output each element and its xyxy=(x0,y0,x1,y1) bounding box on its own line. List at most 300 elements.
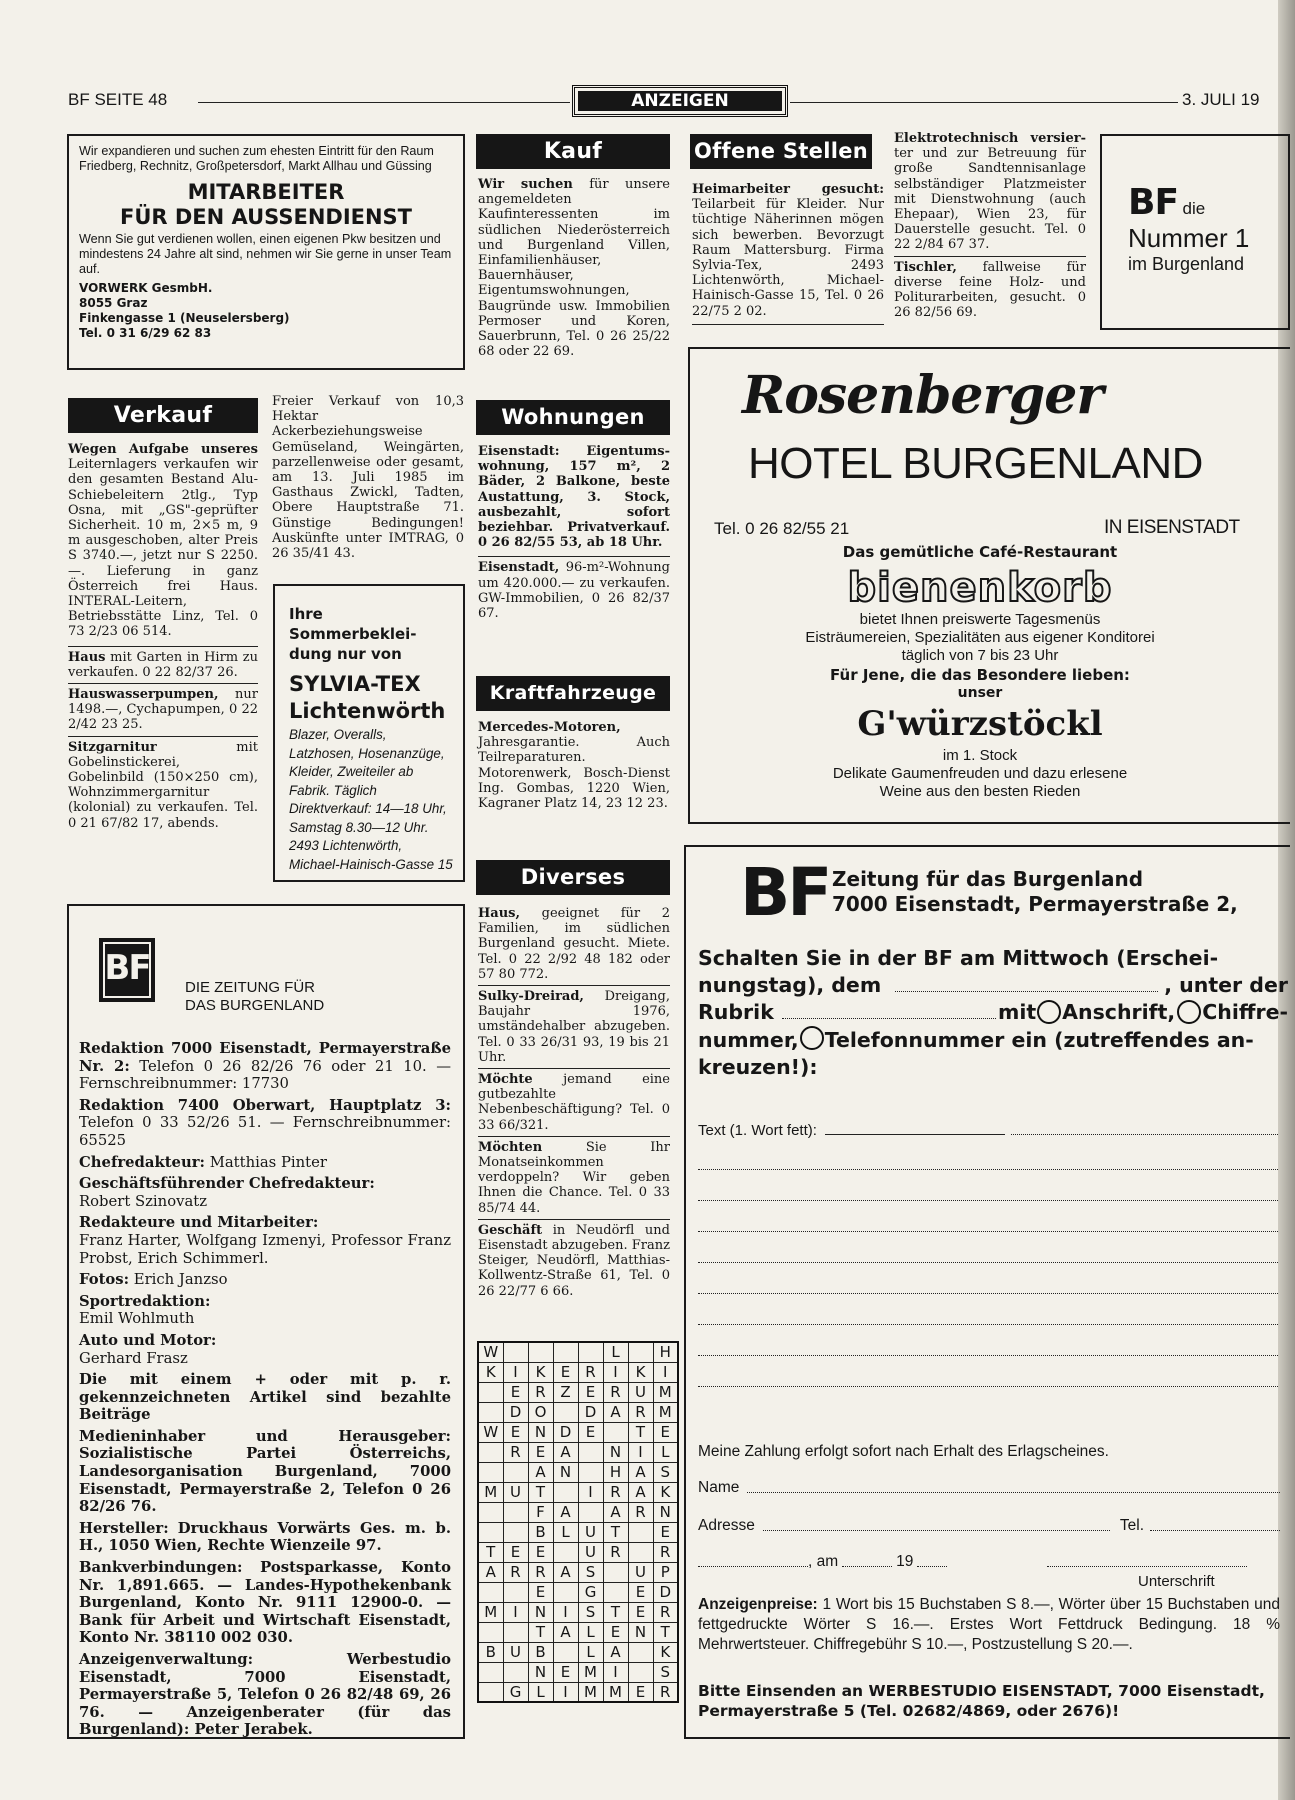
diverses-ad4-text: Sie Ihr Monatseinkommen verdoppeln? Wir geben Ihnen die Chance. Tel. 0 33 85/74 44. xyxy=(478,1139,670,1216)
order-paper-address: 7000 Eisenstadt, Permayerstraße 2, xyxy=(832,892,1238,916)
crossword-empty-cell xyxy=(553,1542,578,1562)
diverses-ad5-text: in Neudörfl und Eisenstadt abzugeben. Franz Steiger, Neudörfl, Matthias-Kollwentz-Straße 61, Tel. 0 26 22/77 6 66. xyxy=(478,1222,670,1299)
impressum-p9: Die mit einem + oder mit p. r. gekennzeichneten Artikel sind bezahlte Beiträge xyxy=(79,1371,451,1424)
crossword-empty-cell xyxy=(478,1402,503,1422)
vorwerk-city: 8055 Graz xyxy=(79,296,148,310)
crossword-letter-cell: I xyxy=(553,1602,578,1622)
anschrift-checkbox[interactable] xyxy=(1037,1000,1061,1024)
kauf-text: für unsere angemeldeten Kaufinteressenten im südlichen Niederösterreich und Burgenland Villen, Einfamilienhäuser, Bauernhäuser, Eigentumswohnungen, Baugründe usw. Immobilien Permoser und Koren, Sauerbrunn, Tel. 0 26 25/22 68 oder 22 69. xyxy=(478,177,670,360)
crossword-letter-cell: R xyxy=(503,1442,528,1462)
verkauf-ad4-lead: Sitzgarnitur xyxy=(68,739,157,755)
crossword-row xyxy=(478,1462,678,1482)
tel-label: Tel. xyxy=(1119,1517,1144,1534)
crossword-letter-cell: A xyxy=(553,1622,578,1642)
impressum-p12-text: Postsparkasse, Konto Nr. 1,891.665. — Landes-Hypothekenbank Burgenland, Konto Nr. 9111 12900-0. — Bank für Arbeit und Wirtschaft Eisenstadt, Konto Nr. 38110 002 030. xyxy=(79,1559,451,1647)
hotel-city: IN EISENSTADT xyxy=(1104,517,1240,538)
kauf-lead: Wir suchen xyxy=(478,177,573,192)
crossword-empty-cell xyxy=(478,1382,503,1402)
crossword-empty-cell xyxy=(628,1342,653,1362)
crossword-letter-cell: I xyxy=(503,1362,528,1382)
crossword-letter-cell: R xyxy=(628,1402,653,1422)
crossword-letter-cell: D xyxy=(578,1402,603,1422)
crossword-letter-cell: S xyxy=(653,1662,678,1682)
hotel-ad xyxy=(688,347,1290,824)
crossword-empty-cell xyxy=(478,1462,503,1482)
chiffre-checkbox[interactable] xyxy=(1177,1000,1201,1024)
impressum-logo: BF xyxy=(99,938,155,1002)
crossword-row xyxy=(478,1582,678,1602)
impressum-p12-lead: Bankverbindungen: xyxy=(79,1559,243,1577)
header-rule-left xyxy=(198,102,570,103)
crossword-letter-cell: R xyxy=(528,1562,553,1582)
crossword-letter-cell: K xyxy=(528,1362,553,1382)
impressum-p5-text: Franz Harter, Wolfgang Izmenyi, Professor Franz Probst, Erich Schimmerl. xyxy=(79,1231,451,1267)
vorwerk-title-1: MITARBEITER xyxy=(187,180,345,204)
verkauf-ad2-text: mit Garten in Hirm zu verkaufen. 0 22 82/37 26. xyxy=(68,649,259,680)
impressum-p3-lead: Chefredakteur: xyxy=(79,1153,205,1171)
crossword-letter-cell: S xyxy=(578,1602,603,1622)
impressum-p4-lead: Geschäftsführender Chefredakteur: xyxy=(79,1175,375,1193)
crossword-row xyxy=(478,1682,678,1702)
diverses-ad2-lead: Sulky-Dreirad, xyxy=(478,989,584,1005)
crossword-letter-cell: R xyxy=(653,1602,678,1622)
crossword-letter-cell: K xyxy=(653,1642,678,1662)
crossword-letter-cell: E xyxy=(528,1442,553,1462)
crossword-letter-cell: R xyxy=(528,1382,553,1402)
crossword-letter-cell: R xyxy=(628,1502,653,1522)
issue-date: 3. JULI 19 xyxy=(1182,90,1260,109)
diverses-ad5-lead: Geschäft xyxy=(478,1222,543,1238)
crossword-letter-cell: I xyxy=(603,1662,628,1682)
sylvia-brand-1: SYLVIA-TEX xyxy=(289,672,421,696)
impressum-p11-lead: Hersteller: xyxy=(79,1519,169,1537)
crossword-letter-cell: A xyxy=(478,1562,503,1582)
order-bf-logo: BF xyxy=(740,854,830,931)
bf-small-logo: BF xyxy=(1128,182,1179,223)
crossword-letter-cell: O xyxy=(528,1402,553,1422)
signature-label: Unterschrift xyxy=(1138,1573,1215,1590)
crossword-letter-cell: T xyxy=(528,1482,553,1502)
impressum-p13-text: Werbestudio Eisenstadt, 7000 Eisenstadt, Permayerstraße 5, Telefon 0 26 82/48 69, 26 76. — Anzeigenberater (für das Burgenland): Peter Jerabek. xyxy=(79,1651,451,1739)
impressum-p6-text: Erich Janzso xyxy=(133,1271,228,1289)
crossword-row xyxy=(478,1402,678,1422)
crossword-letter-cell: A xyxy=(553,1562,578,1582)
crossword-letter-cell: I xyxy=(578,1482,603,1502)
crossword-letter-cell: U xyxy=(503,1482,528,1502)
wohnungen-ad1-text: wohnung, 157 m², 2 Bäder, 2 Balkone, beste Austattung, 3. Stock, ausbezahlt, sofort beziehbar. Privatverkauf. 0 26 82/55 53, ab 18 Uhr. xyxy=(478,459,670,551)
sylvia-line-1: Ihre Sommerbeklei- xyxy=(289,605,417,643)
gwurzstoeckl-logo: G'würzstöckl xyxy=(857,704,1103,744)
vorwerk-company: VORWERK GesmbH. xyxy=(79,281,213,295)
name-field[interactable] xyxy=(747,1479,1280,1493)
stellen-ad-1 xyxy=(692,182,884,328)
hotel-line-8: Weine aus den besten Rieden xyxy=(879,783,1081,800)
crossword-empty-cell xyxy=(478,1442,503,1462)
address-label: Adresse xyxy=(698,1517,755,1534)
kfz-ad xyxy=(478,720,670,811)
crossword-row xyxy=(478,1602,678,1622)
crossword-empty-cell xyxy=(603,1422,628,1442)
stellen-ad3-text: fallweise für diverse feine Holz- und Politurarbeiten, gesucht. 0 26 82/56 69. xyxy=(894,259,1086,321)
stellen-ad2-text: ter und zur Betreuung für große Sandtennisanlage selbständiger Platzmeister mit Dienstwohnung (auch Ehepaar), Wien 23, für Dauerstelle gesucht. Tel. 0 22 2/84 67 37. xyxy=(894,146,1086,253)
crossword-letter-cell: E xyxy=(503,1542,528,1562)
page-number: BF SEITE 48 xyxy=(68,90,168,109)
crossword-letter-cell: T xyxy=(603,1522,628,1542)
crossword-empty-cell xyxy=(478,1622,503,1642)
crossword-letter-cell: E xyxy=(603,1622,628,1642)
diverses-ad1-lead: Haus, xyxy=(478,906,521,921)
stellen-text: Teilarbeit für Kleider. Nur tüchtige Näherinnen mögen sich bewerben. Bevorzugt Raum Mattersburg. Firma Sylvia-Tex, 2493 Lichtenwörth, Michael-Hainisch-Gasse 15, Tel. 0 26 22/75 2 02. xyxy=(692,197,884,319)
crossword-letter-cell: E xyxy=(578,1382,603,1402)
impressum-p7-lead: Sportredaktion: xyxy=(79,1292,211,1310)
diverses-ad3-text: jemand eine gutbezahlte Nebenbeschäftigung? Tel. 0 33 66/321. xyxy=(478,1072,670,1133)
crossword-letter-cell: R xyxy=(603,1542,628,1562)
crossword-letter-cell: R xyxy=(603,1382,628,1402)
impressum-p6-lead: Fotos: xyxy=(79,1271,130,1289)
payment-note: Meine Zahlung erfolgt sofort nach Erhalt des Erlagscheines. xyxy=(698,1443,1109,1460)
vorwerk-street: Finkengasse 1 (Neuselersberg) xyxy=(79,311,290,325)
sylvia-tex-ad xyxy=(273,584,465,882)
crossword-letter-cell: A xyxy=(553,1442,578,1462)
crossword-empty-cell xyxy=(578,1442,603,1462)
verkauf-ad1-text: Leiternlagers verkaufen wir den gesamten Bestand Alu-Schiebeleitern 2tlg., Typ Osna, mit „GS"-geprüfter Sicherheit. 10 m, 2×5 m, 9 m ausgeschoben, alter Preis S 3740.—, jetzt nur S 2250.—. Lieferung in ganz Österreich frei Haus. INTERAL-Leitern, Betriebsstätte Linz, Tel. 0 73 2/23 06 514. xyxy=(68,457,258,640)
bf-nummer1-ad xyxy=(1100,134,1290,330)
hotel-line-4: Für Jene, die das Besondere lieben: xyxy=(830,666,1130,684)
crossword-row xyxy=(478,1342,678,1362)
verkauf-heading: Verkauf xyxy=(68,398,258,433)
verkauf-ad-5: Freier Verkauf von 10,3 Hektar Ackerbeziehungsweise Gemüseland, Weingärten, parzellenweise oder gesamt, am 13. Juli 1985 im Gasthaus Zwickl, Tadten, Obere Hauptstraße 71. Günstige Bedingungen! Auskünfte unter IMTRAG, 0 26 35/41 43. xyxy=(272,394,464,562)
crossword-letter-cell: I xyxy=(503,1602,528,1622)
crossword-letter-cell: E xyxy=(553,1662,578,1682)
crossword-letter-cell: A xyxy=(603,1642,628,1662)
crossword-row xyxy=(478,1662,678,1682)
diverses-ads xyxy=(478,906,670,1299)
crossword-letter-cell: B xyxy=(478,1642,503,1662)
tel-field[interactable] xyxy=(1150,1517,1280,1531)
crossword-letter-cell: A xyxy=(553,1502,578,1522)
am-label: , am xyxy=(808,1553,839,1570)
crossword-letter-cell: M xyxy=(653,1382,678,1402)
crossword-letter-cell: B xyxy=(528,1642,553,1662)
crossword-letter-cell: A xyxy=(603,1402,628,1422)
crossword-letter-cell: E xyxy=(628,1602,653,1622)
date-field[interactable] xyxy=(895,972,1158,992)
wohnungen-ad2-text: 96-m²-Wohnung um 420.000.— zu verkaufen. GW-Immobilien, 0 26 82/37 67. xyxy=(478,560,670,622)
crossword-row xyxy=(478,1362,678,1382)
crossword-letter-cell: L xyxy=(603,1342,628,1362)
crossword-empty-cell xyxy=(503,1502,528,1522)
stellen-lead: Heimarbeiter gesucht: xyxy=(692,182,884,197)
crossword-row xyxy=(478,1442,678,1462)
crossword-letter-cell: W xyxy=(478,1342,503,1362)
sylvia-brand-2: Lichtenwörth xyxy=(289,699,446,723)
vorwerk-title-2: FÜR DEN AUSSENDIENST xyxy=(119,205,413,229)
crossword-letter-cell: R xyxy=(653,1542,678,1562)
verkauf-ad3-lead: Hauswasserpumpen, xyxy=(68,687,219,703)
vorwerk-body: Wenn Sie gut verdienen wollen, einen eigenen Pkw besitzen und mindestens 24 Jahre alt sind, nehmen wir Sie gerne in unser Team auf. xyxy=(79,232,452,276)
cafe-line: Das gemütliche Café-Restaurant xyxy=(842,543,1118,561)
crossword-empty-cell xyxy=(628,1662,653,1682)
crossword-letter-cell: E xyxy=(653,1522,678,1542)
crossword-empty-cell xyxy=(503,1622,528,1642)
crossword-letter-cell: E xyxy=(653,1422,678,1442)
crossword-letter-cell: T xyxy=(628,1422,653,1442)
name-label: Name xyxy=(698,1479,740,1496)
wohnungen-ads xyxy=(478,444,670,621)
crossword-letter-cell: G xyxy=(578,1582,603,1602)
crossword-solution-grid xyxy=(477,1341,679,1703)
sylvia-line-2: dung nur von xyxy=(289,645,402,663)
stellen-ad3-lead: Tischler, xyxy=(894,259,957,275)
order-instructions: Schalten Sie in der BF am Mittwoch (Erschei- nungstag), dem , unter der Rubrik mit Anschrift, Chiffre- nummer, Telefonnummer ein (zutreffendes an- kreuzen!): xyxy=(698,946,1288,1079)
kfz-heading: Kraftfahrzeuge xyxy=(476,676,670,711)
place-field[interactable] xyxy=(698,1553,808,1567)
crossword-letter-cell: U xyxy=(578,1522,603,1542)
kfz-text: Jahresgarantie. Auch Teilreparaturen. Motorenwerk, Bosch-Dienst Ing. Gombas, 1220 Wien, Kagraner Platz 14, 23 12 23. xyxy=(478,735,670,812)
crossword-letter-cell: I xyxy=(653,1362,678,1382)
verkauf-ad3-text: nur 1498.—, Cychapumpen, 0 22 2/42 23 25. xyxy=(68,687,258,733)
crossword-letter-cell: K xyxy=(628,1362,653,1382)
order-paper-name: Zeitung für das Burgenland xyxy=(832,867,1144,891)
crossword-letter-cell: E xyxy=(553,1362,578,1382)
stellen-ad2-lead: Elektrotechnisch versier- xyxy=(894,131,1086,146)
hotel-line-5: unser xyxy=(957,685,1003,701)
impressum-box xyxy=(67,904,465,1739)
diverses-heading: Diverses xyxy=(476,860,670,895)
crossword-letter-cell: U xyxy=(628,1562,653,1582)
crossword-letter-cell: M xyxy=(578,1682,603,1702)
crossword-letter-cell: A xyxy=(528,1462,553,1482)
order-form xyxy=(684,845,1290,1739)
impressum-p2-lead: Redaktion 7400 Oberwart, Hauptplatz 3: xyxy=(79,1096,451,1114)
crossword-row xyxy=(478,1502,678,1522)
crossword-letter-cell: I xyxy=(603,1362,628,1382)
crossword-letter-cell: M xyxy=(478,1602,503,1622)
impressum-p13-lead: Anzeigenverwaltung: xyxy=(79,1651,254,1668)
crossword-letter-cell: L xyxy=(578,1622,603,1642)
header-rule-right xyxy=(790,102,1178,103)
crossword-empty-cell xyxy=(503,1462,528,1482)
impressum-p3-text: Matthias Pinter xyxy=(209,1153,327,1171)
impressum-p11-text: Druckhaus Vorwärts Ges. m. b. H., 1050 Wien, Rechte Wienzeile 97. xyxy=(79,1519,451,1555)
crossword-letter-cell: I xyxy=(628,1442,653,1462)
kauf-heading: Kauf xyxy=(476,134,670,169)
crossword-letter-cell: N xyxy=(528,1422,553,1442)
crossword-letter-cell: N xyxy=(628,1622,653,1642)
vorwerk-intro: Wir expandieren und suchen zum ehesten Eintritt für den Raum Friedberg, Rechnitz, Großpetersdorf, Markt Allhau und Güssing xyxy=(79,144,434,173)
crossword-row xyxy=(478,1422,678,1442)
crossword-letter-cell: P xyxy=(653,1562,678,1582)
section-title: ANZEIGEN xyxy=(572,85,788,117)
crossword-row xyxy=(478,1522,678,1542)
crossword-letter-cell: E xyxy=(528,1542,553,1562)
crossword-letter-cell: A xyxy=(603,1502,628,1522)
crossword-empty-cell xyxy=(503,1342,528,1362)
crossword-empty-cell xyxy=(603,1582,628,1602)
vorwerk-tel: Tel. 0 31 6/29 62 83 xyxy=(79,326,212,340)
crossword-empty-cell xyxy=(478,1502,503,1522)
crossword-row xyxy=(478,1642,678,1662)
send-to-text: Bitte Einsenden an WERBESTUDIO EISENSTADT, 7000 Eisenstadt, Permayerstraße 5 (Tel. 02682/4869, oder 2676)! xyxy=(698,1682,1265,1720)
address-field[interactable] xyxy=(763,1517,1110,1531)
crossword-letter-cell: G xyxy=(503,1682,528,1702)
crossword-letter-cell: M xyxy=(578,1662,603,1682)
telefon-checkbox[interactable] xyxy=(800,1026,824,1050)
crossword-letter-cell: K xyxy=(653,1482,678,1502)
crossword-letter-cell: I xyxy=(553,1682,578,1702)
crossword-letter-cell: D xyxy=(553,1422,578,1442)
crossword-letter-cell: E xyxy=(578,1422,603,1442)
diverses-ad3-lead: Möchte xyxy=(478,1072,533,1088)
crossword-letter-cell: L xyxy=(578,1642,603,1662)
crossword-letter-cell: M xyxy=(603,1682,628,1702)
crossword-letter-cell: R xyxy=(578,1362,603,1382)
impressum-p1-text: Telefon 0 26 82/26 76 oder 21 10. — Fernschreibnummer: 17730 xyxy=(79,1057,451,1093)
crossword-letter-cell: E xyxy=(628,1682,653,1702)
rosenberger-logo: Rosenberger xyxy=(742,365,1103,426)
impressum-p10-lead: Medieninhaber und Herausgeber: xyxy=(79,1427,451,1445)
crossword-empty-cell xyxy=(628,1522,653,1542)
crossword-letter-cell: M xyxy=(478,1482,503,1502)
verkauf-ad2-lead: Haus xyxy=(68,649,106,665)
bf-nummer1-text: Nummer 1 xyxy=(1128,223,1250,253)
crossword-letter-cell: L xyxy=(653,1442,678,1462)
diverses-ad2-text: Dreigang, Baujahr 1976, umständehalber abzugeben. Tel. 0 33 26/31 93, 19 bis 21 Uhr. xyxy=(478,989,670,1065)
rubrik-field[interactable] xyxy=(782,1018,996,1019)
crossword-letter-cell: L xyxy=(553,1522,578,1542)
crossword-letter-cell: R xyxy=(503,1562,528,1582)
crossword-empty-cell xyxy=(478,1662,503,1682)
impressum-p4-text: Robert Szinovatz xyxy=(79,1192,208,1210)
impressum-p7-text: Emil Wohlmuth xyxy=(79,1310,195,1328)
year-label: 19 xyxy=(896,1553,914,1570)
verkauf-ad4-text: mit Gobelinstickerei, Gobelinbild (150×250 cm), Wohnzimmergarnitur (kolonial) zu verkaufen. Tel. 0 21 67/82 17, abends. xyxy=(68,739,258,831)
impressum-tagline-1: DIE ZEITUNG FÜR xyxy=(185,979,315,996)
crossword-empty-cell xyxy=(578,1342,603,1362)
crossword-letter-cell: T xyxy=(653,1622,678,1642)
crossword-empty-cell xyxy=(578,1462,603,1482)
bf-die: die xyxy=(1182,199,1206,218)
crossword-empty-cell xyxy=(628,1542,653,1562)
stellen-heading: Offene Stellen xyxy=(690,134,872,169)
text-label: Text (1. Wort fett): xyxy=(698,1122,817,1139)
crossword-empty-cell xyxy=(503,1582,528,1602)
crossword-letter-cell: N xyxy=(553,1462,578,1482)
crossword-letter-cell: T xyxy=(478,1542,503,1562)
crossword-row xyxy=(478,1622,678,1642)
crossword-letter-cell: Z xyxy=(553,1382,578,1402)
bienenkorb-logo: bienenkorb xyxy=(847,565,1113,611)
hotel-line-6: im 1. Stock xyxy=(942,747,1018,764)
impressum-p8-text: Gerhard Frasz xyxy=(79,1349,188,1367)
bf-burgenland-text: im Burgenland xyxy=(1128,254,1245,274)
wohnungen-ad2-lead: Eisenstadt, xyxy=(478,560,560,576)
impressum-text xyxy=(79,1040,451,1743)
crossword-empty-cell xyxy=(553,1402,578,1422)
crossword-letter-cell: N xyxy=(603,1442,628,1462)
impressum-tagline-2: DAS BURGENLAND xyxy=(185,997,325,1014)
wohnungen-ad1-lead: Eisenstadt: Eigentums- xyxy=(478,444,670,459)
crossword-letter-cell: T xyxy=(528,1622,553,1642)
crossword-letter-cell: S xyxy=(578,1562,603,1582)
crossword-row xyxy=(478,1542,678,1562)
kauf-ad xyxy=(478,177,670,359)
impressum-p5-lead: Redakteure und Mitarbeiter: xyxy=(79,1214,319,1232)
crossword-letter-cell: K xyxy=(478,1362,503,1382)
hotel-name: HOTEL BURGENLAND xyxy=(748,439,1203,488)
impressum-p2-text: Telefon 0 33 52/26 51. — Fernschreibnummer: 65525 xyxy=(79,1114,451,1149)
crossword-letter-cell: R xyxy=(653,1682,678,1702)
verkauf-ads xyxy=(68,442,258,831)
crossword-letter-cell: A xyxy=(628,1462,653,1482)
crossword-letter-cell: L xyxy=(528,1682,553,1702)
crossword-row xyxy=(478,1482,678,1502)
crossword-empty-cell xyxy=(478,1682,503,1702)
crossword-empty-cell xyxy=(553,1342,578,1362)
crossword-letter-cell: W xyxy=(478,1422,503,1442)
kfz-lead: Mercedes-Motoren, xyxy=(478,720,621,735)
crossword-letter-cell: E xyxy=(503,1422,528,1442)
crossword-empty-cell xyxy=(478,1582,503,1602)
signature-field[interactable] xyxy=(1047,1553,1247,1567)
diverses-ad4-lead: Möchten xyxy=(478,1139,543,1155)
impressum-p8-lead: Auto und Motor: xyxy=(79,1331,217,1349)
crossword-letter-cell: D xyxy=(503,1402,528,1422)
crossword-letter-cell: M xyxy=(653,1402,678,1422)
crossword-letter-cell: E xyxy=(503,1382,528,1402)
sylvia-text: Blazer, Overalls, Latzhosen, Hosenanzüge, Kleider, Zweiteiler ab Fabrik. Täglich Direktverkauf: 14—18 Uhr, Samstag 8.30—12 Uhr. 2493 Lichtenwörth, Michael-Hainisch-Gasse 15 xyxy=(289,727,453,872)
diverses-ad1-text: geeignet für 2 Familien, im südlichen Burgenland gesucht. Miete. Tel. 0 22 2/92 48 182 oder 57 80 772. xyxy=(478,906,670,982)
crossword-letter-cell: N xyxy=(528,1662,553,1682)
crossword-empty-cell xyxy=(603,1562,628,1582)
crossword-letter-cell: H xyxy=(653,1342,678,1362)
crossword-letter-cell: R xyxy=(603,1482,628,1502)
vorwerk-ad xyxy=(67,134,465,370)
crossword-letter-cell: D xyxy=(653,1582,678,1602)
hotel-tel: Tel. 0 26 82/55 21 xyxy=(714,519,850,538)
hotel-line-2: Eisträumereien, Spezialitäten aus eigener Konditorei xyxy=(805,629,1155,646)
crossword-empty-cell xyxy=(528,1342,553,1362)
crossword-letter-cell: U xyxy=(503,1642,528,1662)
ad-text-area[interactable] xyxy=(698,1109,1278,1387)
impressum-p1-lead: Redaktion 7000 Eisenstadt, Permayerstraße Nr. 2: xyxy=(79,1040,451,1075)
crossword-letter-cell: F xyxy=(528,1502,553,1522)
crossword-empty-cell xyxy=(503,1522,528,1542)
crossword-letter-cell: N xyxy=(653,1502,678,1522)
crossword-letter-cell: S xyxy=(653,1462,678,1482)
crossword-empty-cell xyxy=(578,1502,603,1522)
crossword-empty-cell xyxy=(553,1582,578,1602)
verkauf-ad1-lead: Wegen Aufgabe unseres xyxy=(68,442,258,457)
crossword-empty-cell xyxy=(553,1482,578,1502)
crossword-letter-cell: B xyxy=(528,1522,553,1542)
crossword-letter-cell: N xyxy=(528,1602,553,1622)
hotel-line-1: bietet Ihnen preiswerte Tagesmenüs xyxy=(859,611,1101,628)
crossword-letter-cell: E xyxy=(628,1582,653,1602)
crossword-letter-cell: E xyxy=(528,1582,553,1602)
crossword-letter-cell: H xyxy=(603,1462,628,1482)
prices-text: Anzeigenpreise: 1 Wort bis 15 Buchstaben S 8.—, Wörter über 15 Buchstaben und fettgedruckte Wörter S 16.—. Erstes Wort Fettdruck Bedingung. 18 % Mehrwertsteuer. Chiffregebühr S 10.—, Postzustellung S 20.—. xyxy=(698,1596,1280,1653)
crossword-letter-cell: T xyxy=(603,1602,628,1622)
crossword-row xyxy=(478,1562,678,1582)
crossword-letter-cell: U xyxy=(628,1382,653,1402)
stellen-ad-2 xyxy=(894,131,1086,320)
crossword-empty-cell xyxy=(503,1662,528,1682)
crossword-empty-cell xyxy=(628,1642,653,1662)
hotel-line-3: täglich von 7 bis 23 Uhr xyxy=(901,647,1059,664)
impressum-p10-text: Sozialistische Partei Österreichs, Landesorganisation Burgenland, 7000 Eisenstadt, Permayerstraße 2, Telefon 0 26 82/26 76. xyxy=(79,1445,451,1516)
crossword-letter-cell: U xyxy=(578,1542,603,1562)
